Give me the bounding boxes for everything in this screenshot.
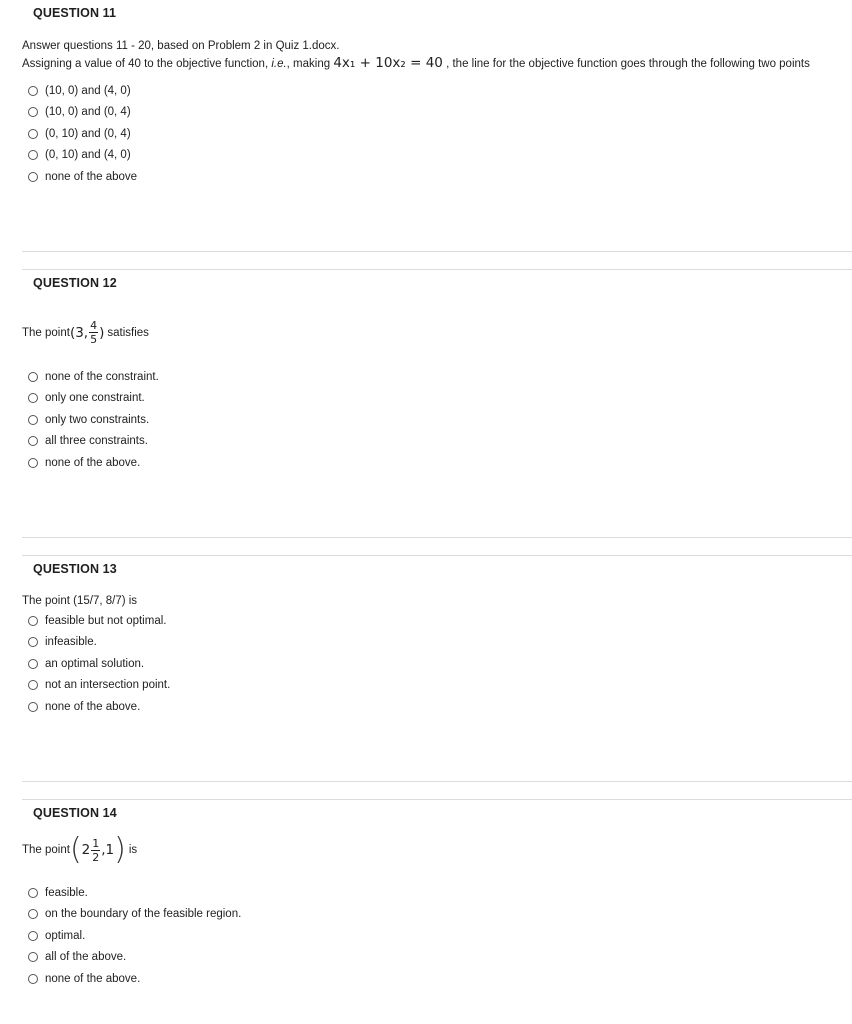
question-13-title: QUESTION 13 xyxy=(33,562,117,576)
radio-button[interactable] xyxy=(28,616,38,626)
divider xyxy=(22,555,852,556)
radio-button[interactable] xyxy=(28,952,38,962)
q13-option-2[interactable]: infeasible. xyxy=(28,635,97,649)
q11-option-4[interactable]: (0, 10) and (4, 0) xyxy=(28,148,131,162)
radio-button[interactable] xyxy=(28,702,38,712)
q14-option-4[interactable]: all of the above. xyxy=(28,950,126,964)
q14-option-1[interactable]: feasible. xyxy=(28,886,88,900)
stem-text: Assigning a value of 40 to the objective function, xyxy=(22,58,272,70)
question-11-intro: Answer questions 11 - 20, based on Problem 2 in Quiz 1.docx. xyxy=(22,40,340,52)
mixed-whole: 2 xyxy=(81,842,91,858)
point-close: ) xyxy=(99,324,105,341)
radio-button[interactable] xyxy=(28,172,38,182)
fraction xyxy=(89,320,98,345)
fraction-denominator: 2 xyxy=(92,850,100,864)
stem-text: The point xyxy=(22,326,70,339)
q12-option-3[interactable]: only two constraints. xyxy=(28,413,149,427)
point-open: (3, xyxy=(69,324,89,341)
divider xyxy=(22,781,852,782)
stem-text: satisfies xyxy=(107,326,149,339)
fraction xyxy=(91,838,100,863)
divider xyxy=(22,537,852,538)
objective-equation: 4x₁ + 10x₂ = 40 xyxy=(333,55,443,71)
q11-option-1[interactable]: (10, 0) and (4, 0) xyxy=(28,84,131,98)
radio-button[interactable] xyxy=(28,129,38,139)
radio-button[interactable] xyxy=(28,86,38,96)
stem-text: is xyxy=(128,844,138,856)
stem-text: The point xyxy=(22,844,70,856)
q14-option-5[interactable]: none of the above. xyxy=(28,972,140,986)
radio-button[interactable] xyxy=(28,458,38,468)
stem-ie: i.e. xyxy=(271,58,287,70)
radio-button[interactable] xyxy=(28,436,38,446)
stem-text: , the line for the objective function goes through the following two points xyxy=(442,58,810,70)
radio-button[interactable] xyxy=(28,931,38,941)
radio-button[interactable] xyxy=(28,659,38,669)
divider xyxy=(22,251,852,252)
radio-button[interactable] xyxy=(28,393,38,403)
radio-button[interactable] xyxy=(28,372,38,382)
q12-option-2[interactable]: only one constraint. xyxy=(28,391,145,405)
q14-option-3[interactable]: optimal. xyxy=(28,929,85,943)
question-14-stem xyxy=(22,832,138,867)
q11-option-3[interactable]: (0, 10) and (0, 4) xyxy=(28,127,131,141)
radio-button[interactable] xyxy=(28,974,38,984)
radio-button[interactable] xyxy=(28,909,38,919)
divider xyxy=(22,799,852,800)
q12-option-1[interactable]: none of the constraint. xyxy=(28,370,159,384)
fraction-numerator: 4 xyxy=(90,319,98,332)
q13-option-3[interactable]: an optimal solution. xyxy=(28,657,144,671)
question-13-stem: The point (15/7, 8/7) is xyxy=(22,595,138,607)
question-12-title: QUESTION 12 xyxy=(33,276,117,290)
question-14-title: QUESTION 14 xyxy=(33,806,117,820)
left-paren: ( xyxy=(69,832,82,867)
fraction-denominator: 5 xyxy=(90,333,98,346)
radio-button[interactable] xyxy=(28,680,38,690)
radio-button[interactable] xyxy=(28,637,38,647)
q13-option-1[interactable]: feasible but not optimal. xyxy=(28,614,166,628)
q11-option-5[interactable]: none of the above xyxy=(28,170,137,184)
q12-option-4[interactable]: all three constraints. xyxy=(28,434,148,448)
right-paren: ) xyxy=(114,832,126,867)
radio-button[interactable] xyxy=(28,107,38,117)
question-12-stem xyxy=(22,320,149,345)
fraction-numerator: 1 xyxy=(92,836,100,850)
q13-option-4[interactable]: not an intersection point. xyxy=(28,678,170,692)
radio-button[interactable] xyxy=(28,888,38,898)
q14-option-2[interactable]: on the boundary of the feasible region. xyxy=(28,907,241,921)
stem-text: , making xyxy=(286,58,334,70)
q13-option-5[interactable]: none of the above. xyxy=(28,700,140,714)
q12-option-5[interactable]: none of the above. xyxy=(28,456,140,470)
question-11-title: QUESTION 11 xyxy=(33,6,117,20)
question-11-stem xyxy=(22,55,810,71)
divider xyxy=(22,269,852,270)
point-second: ,1 xyxy=(101,842,115,858)
q11-option-2[interactable]: (10, 0) and (0, 4) xyxy=(28,105,131,119)
radio-button[interactable] xyxy=(28,415,38,425)
radio-button[interactable] xyxy=(28,150,38,160)
